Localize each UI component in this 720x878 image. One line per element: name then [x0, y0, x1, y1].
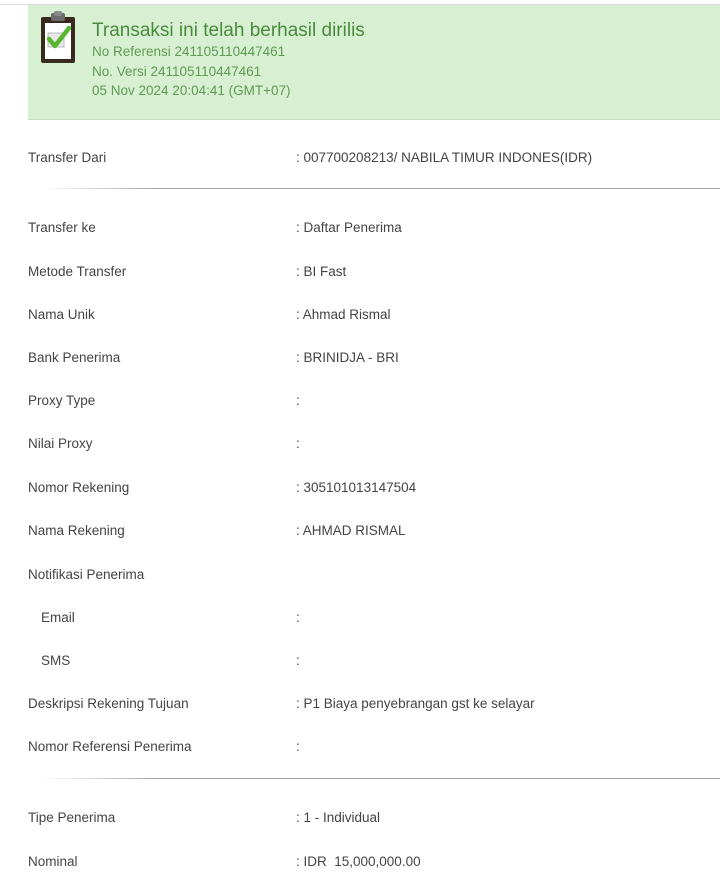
row-transfer-to — [0, 218, 720, 238]
reference-number: No Referensi 241105110447461 — [92, 44, 286, 59]
label-destination-description: Deskripsi Rekening Tujuan — [28, 696, 189, 711]
label-transfer-to: Transfer ke — [28, 220, 96, 235]
label-transfer-method: Metode Transfer — [28, 264, 127, 279]
row-email — [0, 608, 720, 628]
row-account-name — [0, 521, 720, 541]
transaction-datetime: 05 Nov 2024 20:04:41 (GMT+07) — [92, 83, 291, 98]
label-email: Email — [41, 610, 75, 625]
value-account-number: : 305101013147504 — [296, 480, 417, 495]
row-recipient-bank — [0, 348, 720, 368]
row-account-number — [0, 478, 720, 498]
label-amount: Nominal — [28, 854, 78, 869]
value-recipient-type: : 1 - Individual — [296, 810, 381, 825]
value-transfer-method: : BI Fast — [296, 264, 347, 279]
value-transfer-to: : Daftar Penerima — [296, 220, 402, 235]
section-divider — [40, 778, 720, 779]
label-recipient-notification: Notifikasi Penerima — [28, 567, 145, 582]
section-divider — [40, 188, 720, 189]
row-recipient-reference — [0, 737, 720, 757]
value-destination-description: : P1 Biaya penyebrangan gst ke selayar — [296, 696, 535, 711]
clipboard-check-icon — [38, 11, 78, 65]
value-amount: : IDR 15,000,000.00 — [296, 854, 421, 869]
value-proxy-value: : — [296, 436, 300, 451]
value-proxy-type: : — [296, 393, 300, 408]
value-sms: : — [296, 653, 300, 668]
version-number: No. Versi 241105110447461 — [92, 64, 262, 79]
row-recipient-type — [0, 808, 720, 828]
label-proxy-type: Proxy Type — [28, 393, 96, 408]
row-unique-name — [0, 305, 720, 325]
label-unique-name: Nama Unik — [28, 307, 95, 322]
value-unique-name: : Ahmad Rismal — [296, 307, 391, 322]
row-transfer-from — [0, 148, 720, 168]
value-transfer-from: : 007700208213/ NABILA TIMUR INDONES(IDR) — [296, 150, 593, 165]
value-recipient-reference: : — [296, 739, 300, 754]
value-account-name: : AHMAD RISMAL — [296, 523, 406, 538]
label-recipient-bank: Bank Penerima — [28, 350, 121, 365]
value-recipient-bank: : BRINIDJA - BRI — [296, 350, 399, 365]
value-email: : — [296, 610, 300, 625]
label-recipient-reference: Nomor Referensi Penerima — [28, 739, 192, 754]
row-recipient-notification — [0, 565, 720, 585]
row-sms — [0, 651, 720, 671]
row-proxy-value — [0, 434, 720, 454]
label-proxy-value: Nilai Proxy — [28, 436, 93, 451]
label-account-number: Nomor Rekening — [28, 480, 130, 495]
row-amount — [0, 852, 720, 872]
label-recipient-type: Tipe Penerima — [28, 810, 116, 825]
row-destination-description — [0, 694, 720, 714]
label-transfer-from: Transfer Dari — [28, 150, 107, 165]
row-proxy-type — [0, 391, 720, 411]
row-transfer-method — [0, 262, 720, 282]
label-account-name: Nama Rekening — [28, 523, 125, 538]
label-sms: SMS — [41, 653, 71, 668]
success-banner — [28, 5, 720, 120]
success-title: Transaksi ini telah berhasil dirilis — [92, 20, 365, 41]
